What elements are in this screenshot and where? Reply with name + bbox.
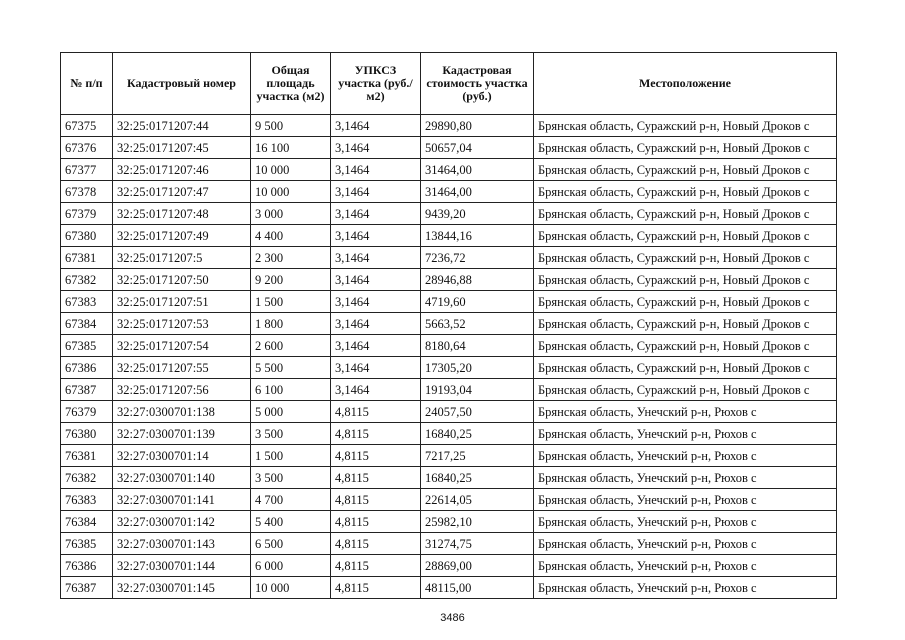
cell-index: 76383 [61, 489, 113, 511]
cell-cadastral-value: 50657,04 [421, 137, 534, 159]
cell-cadastral-number: 32:25:0171207:50 [113, 269, 251, 291]
cell-index: 67382 [61, 269, 113, 291]
cell-index: 67376 [61, 137, 113, 159]
cell-location: Брянская область, Суражский р-н, Новый Дроков с [534, 379, 837, 401]
cell-location: Брянская область, Унечский р-н, Рюхов с [534, 511, 837, 533]
cell-index: 67378 [61, 181, 113, 203]
cell-location: Брянская область, Унечский р-н, Рюхов с [534, 489, 837, 511]
cell-area: 3 500 [251, 423, 331, 445]
table-row [61, 533, 837, 555]
cell-upksz: 3,1464 [331, 269, 421, 291]
cell-cadastral-value: 17305,20 [421, 357, 534, 379]
cell-location: Брянская область, Суражский р-н, Новый Дроков с [534, 269, 837, 291]
cell-cadastral-number: 32:25:0171207:56 [113, 379, 251, 401]
cell-cadastral-number: 32:27:0300701:142 [113, 511, 251, 533]
cell-area: 6 000 [251, 555, 331, 577]
cell-cadastral-value: 9439,20 [421, 203, 534, 225]
cell-cadastral-number: 32:27:0300701:139 [113, 423, 251, 445]
cell-cadastral-number: 32:25:0171207:45 [113, 137, 251, 159]
table-row [61, 159, 837, 181]
cell-cadastral-value: 16840,25 [421, 423, 534, 445]
cell-upksz: 3,1464 [331, 313, 421, 335]
table-row [61, 225, 837, 247]
cell-cadastral-number: 32:27:0300701:144 [113, 555, 251, 577]
cell-location: Брянская область, Суражский р-н, Новый Дроков с [534, 181, 837, 203]
cell-area: 6 100 [251, 379, 331, 401]
cell-cadastral-value: 8180,64 [421, 335, 534, 357]
cell-upksz: 4,8115 [331, 489, 421, 511]
table-row [61, 423, 837, 445]
table-row [61, 115, 837, 137]
cell-cadastral-value: 19193,04 [421, 379, 534, 401]
cell-area: 9 200 [251, 269, 331, 291]
cell-location: Брянская область, Суражский р-н, Новый Дроков с [534, 335, 837, 357]
header-row [61, 53, 837, 115]
cell-location: Брянская область, Суражский р-н, Новый Дроков с [534, 313, 837, 335]
cell-index: 76386 [61, 555, 113, 577]
cell-upksz: 3,1464 [331, 225, 421, 247]
cell-index: 76382 [61, 467, 113, 489]
cell-upksz: 4,8115 [331, 467, 421, 489]
table-row [61, 445, 837, 467]
cell-index: 67383 [61, 291, 113, 313]
cell-cadastral-value: 25982,10 [421, 511, 534, 533]
cell-area: 9 500 [251, 115, 331, 137]
cell-cadastral-value: 31274,75 [421, 533, 534, 555]
cell-index: 67379 [61, 203, 113, 225]
cell-location: Брянская область, Унечский р-н, Рюхов с [534, 467, 837, 489]
cell-upksz: 4,8115 [331, 423, 421, 445]
page-number: 3486 [440, 612, 465, 624]
cell-upksz: 3,1464 [331, 203, 421, 225]
cell-cadastral-value: 28946,88 [421, 269, 534, 291]
cell-area: 4 400 [251, 225, 331, 247]
cell-index: 76385 [61, 533, 113, 555]
header-cadastral-value: Кадастровая стоимость участка (руб.) [421, 53, 534, 115]
cell-cadastral-value: 48115,00 [421, 577, 534, 599]
cell-index: 67381 [61, 247, 113, 269]
cell-area: 4 700 [251, 489, 331, 511]
cell-location: Брянская область, Унечский р-н, Рюхов с [534, 445, 837, 467]
cell-upksz: 3,1464 [331, 159, 421, 181]
cell-area: 5 400 [251, 511, 331, 533]
cell-location: Брянская область, Суражский р-н, Новый Дроков с [534, 291, 837, 313]
cell-location: Брянская область, Суражский р-н, Новый Дроков с [534, 247, 837, 269]
cell-cadastral-value: 29890,80 [421, 115, 534, 137]
cell-cadastral-value: 22614,05 [421, 489, 534, 511]
cell-area: 5 500 [251, 357, 331, 379]
cell-location: Брянская область, Унечский р-н, Рюхов с [534, 555, 837, 577]
table-row [61, 335, 837, 357]
cell-upksz: 3,1464 [331, 291, 421, 313]
cell-upksz: 4,8115 [331, 555, 421, 577]
cell-cadastral-number: 32:27:0300701:14 [113, 445, 251, 467]
cell-index: 67375 [61, 115, 113, 137]
cell-cadastral-value: 7236,72 [421, 247, 534, 269]
cell-cadastral-number: 32:25:0171207:44 [113, 115, 251, 137]
cell-upksz: 3,1464 [331, 247, 421, 269]
table-row [61, 203, 837, 225]
cell-cadastral-value: 13844,16 [421, 225, 534, 247]
cell-upksz: 3,1464 [331, 137, 421, 159]
cell-upksz: 4,8115 [331, 401, 421, 423]
table-row [61, 181, 837, 203]
cell-cadastral-number: 32:27:0300701:145 [113, 577, 251, 599]
cell-cadastral-value: 24057,50 [421, 401, 534, 423]
cell-upksz: 4,8115 [331, 533, 421, 555]
header-upksz: УПКСЗ участка (руб./м2) [331, 53, 421, 115]
cell-index: 76380 [61, 423, 113, 445]
cell-cadastral-number: 32:25:0171207:47 [113, 181, 251, 203]
cell-cadastral-value: 4719,60 [421, 291, 534, 313]
table-row [61, 467, 837, 489]
cell-cadastral-number: 32:25:0171207:51 [113, 291, 251, 313]
table-row [61, 291, 837, 313]
cell-upksz: 4,8115 [331, 511, 421, 533]
cell-cadastral-number: 32:25:0171207:46 [113, 159, 251, 181]
cell-cadastral-number: 32:27:0300701:141 [113, 489, 251, 511]
cell-area: 5 000 [251, 401, 331, 423]
cell-cadastral-number: 32:25:0171207:54 [113, 335, 251, 357]
cell-index: 76387 [61, 577, 113, 599]
cell-cadastral-number: 32:25:0171207:49 [113, 225, 251, 247]
table-row [61, 379, 837, 401]
header-index: № п/п [61, 53, 113, 115]
table-body [61, 115, 837, 599]
cell-upksz: 3,1464 [331, 335, 421, 357]
table-row [61, 577, 837, 599]
cell-upksz: 3,1464 [331, 357, 421, 379]
cell-area: 10 000 [251, 181, 331, 203]
cell-cadastral-value: 31464,00 [421, 159, 534, 181]
cell-index: 67386 [61, 357, 113, 379]
table-row [61, 313, 837, 335]
cell-location: Брянская область, Суражский р-н, Новый Дроков с [534, 137, 837, 159]
cell-cadastral-value: 7217,25 [421, 445, 534, 467]
table-header [61, 53, 837, 115]
cell-cadastral-number: 32:25:0171207:53 [113, 313, 251, 335]
cell-upksz: 4,8115 [331, 445, 421, 467]
cell-cadastral-number: 32:25:0171207:5 [113, 247, 251, 269]
cell-location: Брянская область, Суражский р-н, Новый Дроков с [534, 159, 837, 181]
cadastral-table [60, 52, 837, 599]
cell-index: 76384 [61, 511, 113, 533]
cell-location: Брянская область, Унечский р-н, Рюхов с [534, 577, 837, 599]
cell-area: 1 800 [251, 313, 331, 335]
cell-cadastral-number: 32:27:0300701:138 [113, 401, 251, 423]
cell-upksz: 4,8115 [331, 577, 421, 599]
cell-location: Брянская область, Унечский р-н, Рюхов с [534, 401, 837, 423]
cell-location: Брянская область, Суражский р-н, Новый Дроков с [534, 203, 837, 225]
cell-area: 10 000 [251, 159, 331, 181]
cell-cadastral-number: 32:25:0171207:55 [113, 357, 251, 379]
cell-cadastral-number: 32:25:0171207:48 [113, 203, 251, 225]
table-row [61, 511, 837, 533]
cell-area: 1 500 [251, 445, 331, 467]
cell-upksz: 3,1464 [331, 115, 421, 137]
cell-upksz: 3,1464 [331, 379, 421, 401]
cell-index: 67380 [61, 225, 113, 247]
cell-area: 6 500 [251, 533, 331, 555]
cell-location: Брянская область, Унечский р-н, Рюхов с [534, 533, 837, 555]
cell-index: 76381 [61, 445, 113, 467]
cell-area: 3 000 [251, 203, 331, 225]
table-row [61, 269, 837, 291]
cell-location: Брянская область, Суражский р-н, Новый Дроков с [534, 357, 837, 379]
table-row [61, 555, 837, 577]
cell-cadastral-value: 16840,25 [421, 467, 534, 489]
cell-area: 2 300 [251, 247, 331, 269]
cell-area: 10 000 [251, 577, 331, 599]
header-location: Местоположение [534, 53, 837, 115]
cell-index: 67377 [61, 159, 113, 181]
cell-location: Брянская область, Унечский р-н, Рюхов с [534, 423, 837, 445]
cell-upksz: 3,1464 [331, 181, 421, 203]
cell-index: 67387 [61, 379, 113, 401]
cell-location: Брянская область, Суражский р-н, Новый Дроков с [534, 225, 837, 247]
table-row [61, 489, 837, 511]
cell-location: Брянская область, Суражский р-н, Новый Дроков с [534, 115, 837, 137]
cell-cadastral-value: 31464,00 [421, 181, 534, 203]
cell-area: 2 600 [251, 335, 331, 357]
header-cadastral-number: Кадастровый номер [113, 53, 251, 115]
cell-cadastral-number: 32:27:0300701:140 [113, 467, 251, 489]
cell-area: 16 100 [251, 137, 331, 159]
cell-cadastral-value: 5663,52 [421, 313, 534, 335]
header-area: Общая площадь участка (м2) [251, 53, 331, 115]
cell-area: 3 500 [251, 467, 331, 489]
cell-index: 67384 [61, 313, 113, 335]
cell-index: 67385 [61, 335, 113, 357]
table-row [61, 401, 837, 423]
table-row [61, 247, 837, 269]
cell-cadastral-number: 32:27:0300701:143 [113, 533, 251, 555]
cell-cadastral-value: 28869,00 [421, 555, 534, 577]
cell-index: 76379 [61, 401, 113, 423]
table-row [61, 357, 837, 379]
table-row [61, 137, 837, 159]
cell-area: 1 500 [251, 291, 331, 313]
